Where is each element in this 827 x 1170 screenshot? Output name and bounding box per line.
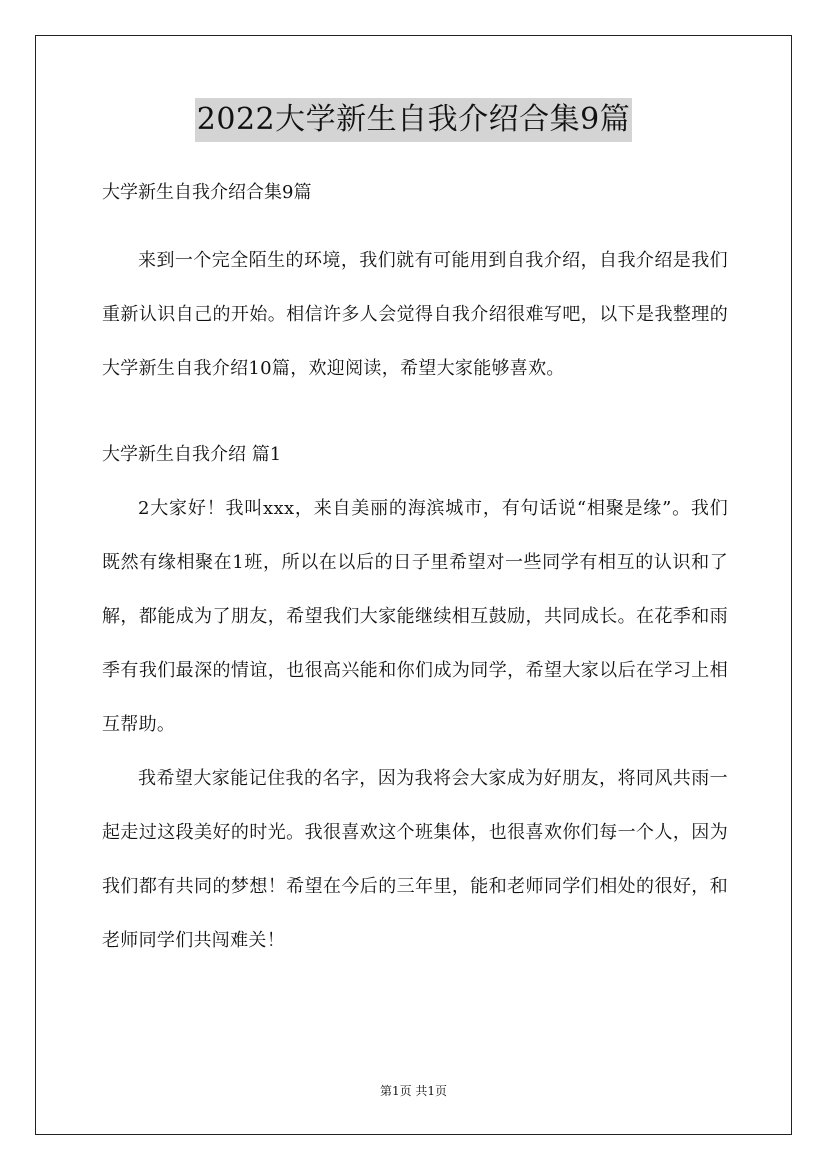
document-title: 2022大学新生自我介绍合集9篇 [195,98,632,142]
document-body [102,172,728,968]
section-heading: 大学新生自我介绍 篇1 [102,444,282,465]
title-container [0,98,827,142]
intro-paragraph: 来到一个完全陌生的环境，我们就有可能用到自我介绍，自我介绍是我们重新认识自己的开始。相信许多人会觉得自我介绍很难写吧，以下是我整理的大学新生自我介绍10篇，欢迎阅读，希望大家能够喜欢。 [102,250,728,379]
document-subtitle: 大学新生自我介绍合集9篇 [102,182,312,203]
section-paragraph-1: 2大家好！我叫xxx，来自美丽的海滨城市，有句话说“相聚是缘”。我们既然有缘相聚在1班，所以在以后的日子里希望对一些同学有相互的认识和了解，都能成为了朋友，希望我们大家能继续相互鼓励，共同成长。在花季和雨季有我们最深的情谊，也很高兴能和你们成为同学，希望大家以后在学习上相互帮助。 [102,498,728,735]
page-footer: 第1页 共1页 [379,1084,448,1098]
section-paragraph-2: 我希望大家能记住我的名字，因为我将会大家成为好朋友，将同风共雨一起走过这段美好的时光。我很喜欢这个班集体，也很喜欢你们每一个人，因为我们都有共同的梦想！希望在今后的三年里，能和老师同学们相处的很好，和老师同学们共闯难关！ [102,768,728,951]
